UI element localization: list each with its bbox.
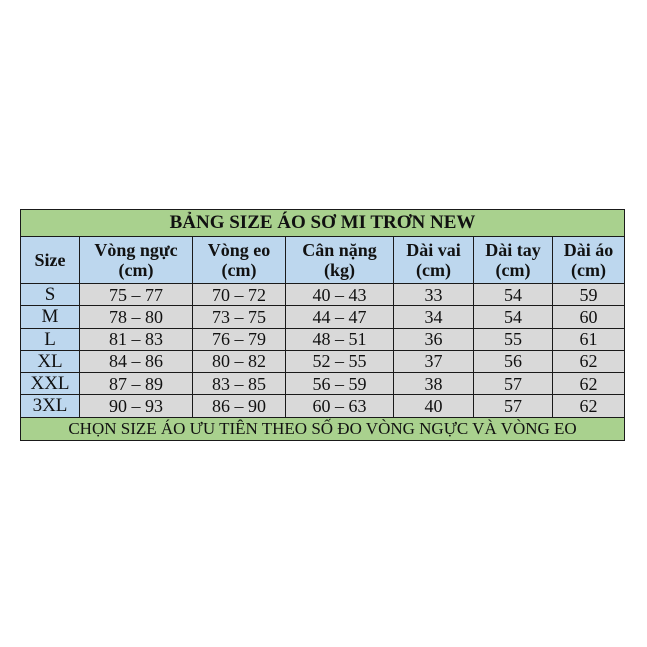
table-cell: 37 — [394, 350, 474, 372]
table-cell: 60 – 63 — [286, 395, 394, 417]
table-cell: 36 — [394, 328, 474, 350]
size-label-cell: XXL — [21, 373, 80, 395]
table-row — [21, 328, 625, 350]
table-cell: 80 – 82 — [193, 350, 286, 372]
column-header-unit: (cm) — [416, 260, 451, 280]
table-cell: 44 – 47 — [286, 306, 394, 328]
table-cell: 57 — [474, 373, 553, 395]
table-cell: 90 – 93 — [80, 395, 193, 417]
table-cell: 78 – 80 — [80, 306, 193, 328]
table-cell: 56 — [474, 350, 553, 372]
table-row — [21, 373, 625, 395]
table-cell: 55 — [474, 328, 553, 350]
table-cell: 60 — [553, 306, 625, 328]
header-row — [21, 237, 625, 284]
table-cell: 86 – 90 — [193, 395, 286, 417]
column-header-unit: (cm) — [495, 260, 531, 280]
table-cell: 75 – 77 — [80, 284, 193, 306]
column-header-unit: (cm) — [571, 260, 606, 280]
column-header — [286, 237, 394, 284]
table-cell: 54 — [474, 284, 553, 306]
column-header — [394, 237, 474, 284]
size-label-cell: 3XL — [21, 395, 80, 417]
column-header — [21, 237, 80, 284]
table-cell: 57 — [474, 395, 553, 417]
title-row — [21, 210, 625, 237]
column-header — [193, 237, 286, 284]
column-header — [553, 237, 625, 284]
size-label-cell: L — [21, 328, 80, 350]
table-cell: 40 – 43 — [286, 284, 394, 306]
table-footer-note: CHỌN SIZE ÁO ƯU TIÊN THEO SỐ ĐO VÒNG NGỰC VÀ VÒNG EO — [21, 417, 625, 440]
size-label-cell: XL — [21, 350, 80, 372]
table-row — [21, 395, 625, 417]
column-header-label: Dài áo — [563, 239, 614, 260]
table-cell: 70 – 72 — [193, 284, 286, 306]
table-cell: 73 – 75 — [193, 306, 286, 328]
table-cell: 76 – 79 — [193, 328, 286, 350]
column-header-label: Dài vai — [406, 239, 461, 260]
column-header-label: Vòng ngực — [94, 239, 178, 260]
table-row — [21, 306, 625, 328]
table-cell: 87 – 89 — [80, 373, 193, 395]
column-header-unit: (cm) — [118, 260, 154, 280]
table-cell: 59 — [553, 284, 625, 306]
table-cell: 38 — [394, 373, 474, 395]
table-cell: 40 — [394, 395, 474, 417]
table-title: BẢNG SIZE ÁO SƠ MI TRƠN NEW — [21, 210, 625, 237]
table-cell: 52 – 55 — [286, 350, 394, 372]
column-header — [474, 237, 553, 284]
table-cell: 34 — [394, 306, 474, 328]
column-header-label: Dài tay — [485, 239, 541, 260]
size-label-cell: M — [21, 306, 80, 328]
table-cell: 33 — [394, 284, 474, 306]
footer-row — [21, 417, 625, 440]
table-cell: 61 — [553, 328, 625, 350]
table-cell: 62 — [553, 373, 625, 395]
table-cell: 56 – 59 — [286, 373, 394, 395]
table-cell: 81 – 83 — [80, 328, 193, 350]
table-row — [21, 350, 625, 372]
table-cell: 48 – 51 — [286, 328, 394, 350]
column-header-unit: (cm) — [221, 260, 257, 280]
column-header-label: Cân nặng — [302, 239, 377, 260]
table-row — [21, 284, 625, 306]
column-header-unit: (kg) — [324, 260, 355, 280]
size-chart-table — [20, 209, 625, 441]
column-header — [80, 237, 193, 284]
table-cell: 83 – 85 — [193, 373, 286, 395]
table-cell: 84 – 86 — [80, 350, 193, 372]
table-cell: 54 — [474, 306, 553, 328]
table-cell: 62 — [553, 350, 625, 372]
size-label-cell: S — [21, 284, 80, 306]
table-cell: 62 — [553, 395, 625, 417]
column-header-label: Size — [34, 249, 66, 270]
column-header-label: Vòng eo — [207, 239, 271, 260]
table-body — [21, 284, 625, 418]
